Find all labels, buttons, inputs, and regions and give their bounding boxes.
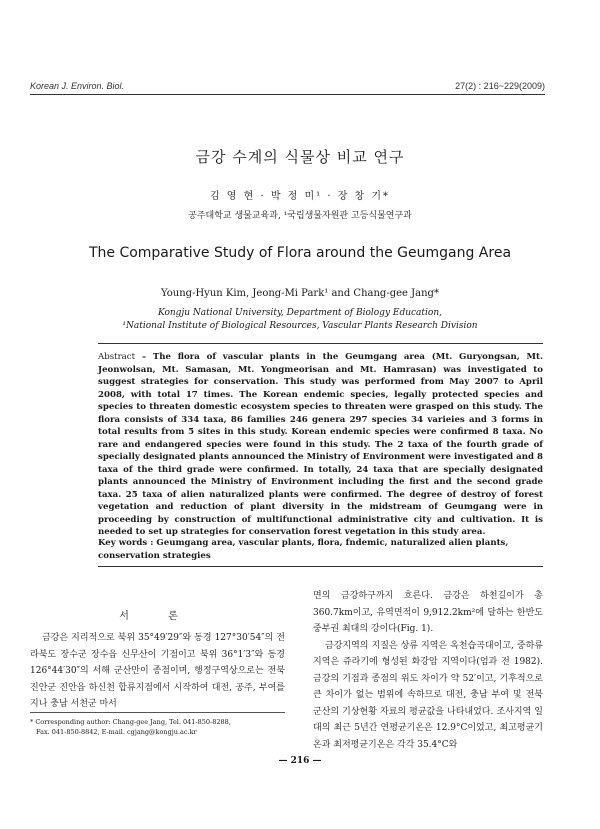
header-divider (30, 94, 545, 95)
footnote-line1: * Corresponding author: Chang-gee Jang, Tel. 041-850-8288, (30, 718, 231, 726)
section-heading-introduction: 서 론 (119, 611, 196, 622)
keywords-label: Key words : (98, 538, 154, 548)
intro-right-paragraph-1: 면의 금강하구까지 흐른다. 금강은 하천길이가 총 360.7km이고, 유역면적이 9,912.2km²에 달하는 한반도 중부권 최대의 강이다(Fig. 1). (313, 591, 543, 634)
journal-name: Korean J. Environ. Biol. (30, 81, 125, 91)
footnote (30, 717, 285, 737)
affiliation-korean: 공주대학교 생물교육과, ¹국립생물자원관 고등식물연구과 (188, 211, 412, 221)
abstract-bottom-rule (98, 566, 543, 567)
page-number: — 216 — (278, 756, 322, 766)
abstract-label: Abstract (98, 352, 136, 362)
journal-citation: 27(2) : 216~229(2009) (455, 81, 545, 91)
authors-korean: 김 영 현 · 박 정 미¹ · 장 창 기* (209, 191, 391, 202)
title-english: The Comparative Study of Flora around the Geumgang Area (88, 245, 512, 261)
keywords-text: Geumgang area, vascular plants, flora, fndemic, naturalized alien plants, conservation strategies (98, 538, 509, 561)
abstract-top-rule (98, 343, 543, 344)
affiliation-english-line2: ¹National Institute of Biological Resources, Vascular Plants Research Division (122, 321, 478, 331)
footnote-divider (30, 712, 285, 713)
footnote-line2: Fax. 041-850-8842, E-mail. cgjang@kongju.ac.kr (36, 728, 197, 736)
abstract (98, 351, 543, 539)
keywords (98, 537, 543, 562)
authors-english: Young-Hyun Kim, Jeong-Mi Park¹ and Chang-gee Jang* (161, 288, 439, 299)
title-korean: 금강 수계의 식물상 비교 연구 (195, 148, 405, 166)
intro-left-column: 금강은 지리적으로 북위 35°49′29″와 동경 127°30′54″의 전라북도 장수군 장수읍 신무산이 기점이고 북위 36°1′3″와 동경 126°44′30″의 서해 군산만이 종점이며, 행정구역상으로는 전북 진안군 진안읍 하신천 합류지점에서 시작하여 대전, 공주, 부여를 지나 충남 서천군 마서 (30, 633, 285, 709)
intro-right-column (313, 588, 543, 753)
intro-right-paragraph-2: 금강지역의 지질은 상류 지역은 옥천습곡대이고, 중하류 지역은 쥬라기에 형성된 화강암 지역이다(엄과 전 1982). 금강의 기점과 종점의 위도 차이가 약 52′이고, 기후적으로 큰 차이가 없는 범위에 속하므로 대전, 충남 부여 및 전북 군산의 기상현황 자료의 평균값을 나타내었다. 조사지역 일대의 최근 5년간 연평균기온은 12.9°C이었고, 최고평균기온과 최저평균기온은 각각 35.4°C와 (313, 640, 543, 750)
abstract-text: – The flora of vascular plants in the Geumgang area (Mt. Guryongsan, Mt. Jeonwolsan, Mt. Samasan, Mt. Yongmeorisan and Mt. Hamrasan) was investigated to suggest strategies for conservation. This study was performed from May 2007 to April 2008, with total 17 times. The Korean endemic species, legally protected species and species to threaten domestic ecosystem species to threaten were grasped on this study. The flora consists of 334 taxa, 86 families 246 genera 297 species 34 varieies and 3 forms in total results from 5 sites in this study. Korean endemic species were confirmed 8 taxa. No rare and endangered species were found in this study. The 2 taxa of the fourth grade of specially designated plants announced the Ministry of Environment were investigated and 8 taxa of the third grade were confirmed. In totally, 24 taxa that are specially designated plants announced the Ministry of Environment including the first and the second grade taxa. 25 taxa of alien naturalized plants were confirmed. The degree of destroy of forest vegetation and reduction of plant diversity in the midstream of Geumgang were in proceeding by construction of multifunctional administrative city and cultivation. It is needed to set up strategies for conservation forest vegetation in this study area. (98, 352, 543, 537)
affiliation-english-line1: Kongju National University, Department of Biology Education, (157, 308, 442, 318)
